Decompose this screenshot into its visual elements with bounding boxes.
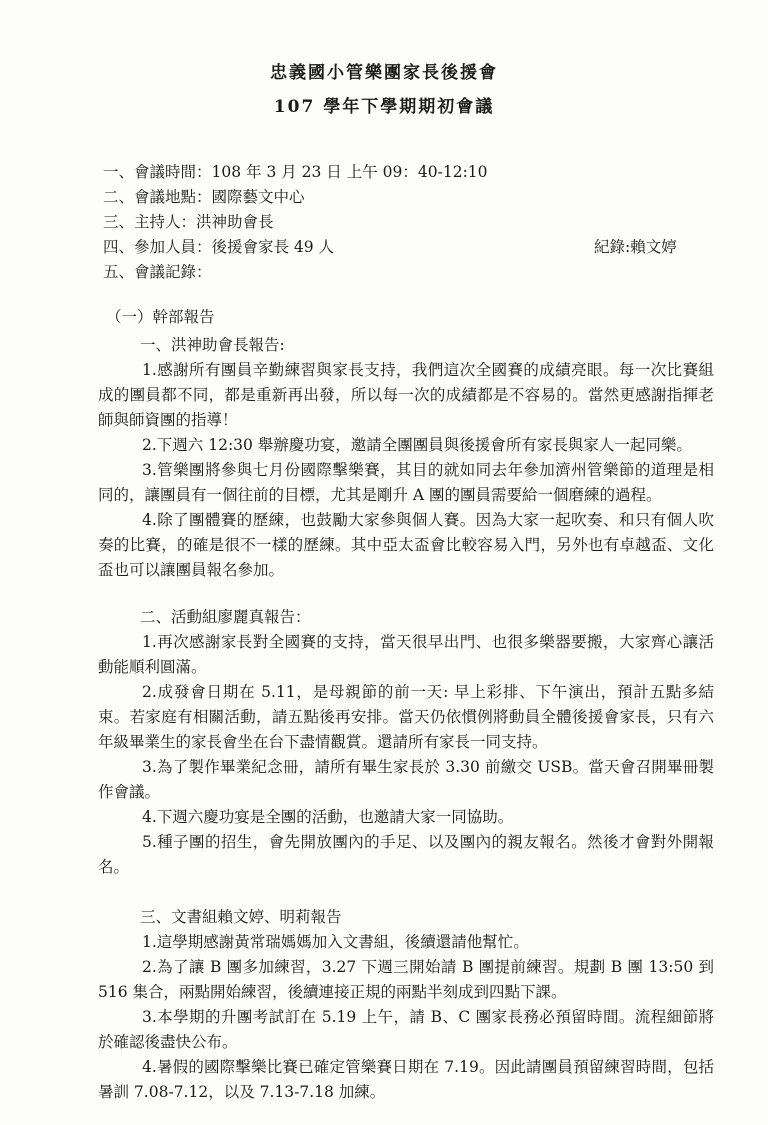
paragraph: 3.管樂團將參與七月份國際擊樂賽，其目的就如同去年參加濟州管樂節的道理是相同的，讓團員有一個往前的目標，尤其是剛升 A 團的團員需要給一個磨練的過程。: [98, 461, 714, 504]
section-heading: （一）幹部報告: [106, 308, 215, 326]
subsection-heading: 三、文書組賴文婷、明莉報告: [140, 908, 342, 926]
meta-location: 二、會議地點：國際藝文中心: [103, 188, 305, 206]
meta-host: 三、主持人：洪神助會長: [103, 213, 274, 231]
document-title: 忠義國小管樂團家長後援會: [270, 63, 498, 83]
recorder-note: 紀錄:賴文婷: [594, 238, 677, 256]
paragraph: 4.除了團體賽的歷練，也鼓勵大家參與個人賽。因為大家一起吹奏、和只有個人吹奏的比賽，的確是很不一樣的歷練。其中亞太盃會比較容易入門，另外也有卓越盃、文化盃也可以讓團員報名參加。: [98, 511, 714, 579]
paragraph: 1.這學期感謝黃常瑞媽媽加入文書組，後續還請他幫忙。: [142, 933, 529, 951]
meta-minutes: 五、會議記錄：: [103, 263, 212, 281]
paragraph: 2.成發會日期在 5.11，是母親節的前一天: 早上彩排、下午演出，預計五點多結束。若家庭有相關活動，請五點後再安排。當天仍依慣例將動員全體後援會家長，只有六年級畢業生的家長會坐在台下盡情觀賞。還請所有家長一同支持。: [98, 683, 714, 751]
paragraph: 4.下週六慶功宴是全團的活動，也邀請大家一同協助。: [142, 808, 514, 826]
paragraph: 5.種子團的招生，會先開放團內的手足、以及團內的親友報名。然後才會對外開報名。: [98, 833, 714, 876]
paragraph: 3.本學期的升團考試訂在 5.19 上午，請 B、C 團家長務必預留時間。流程細節將於確認後盡快公布。: [98, 1008, 714, 1051]
document-subtitle: 107 學年下學期期初會議: [273, 97, 495, 117]
paragraph: 1.再次感謝家長對全國賽的支持，當天很早出門、也很多樂器要搬，大家齊心讓活動能順利圓滿。: [98, 633, 714, 676]
paragraph: 2.下週六 12:30 舉辦慶功宴，邀請全團團員與後援會所有家長與家人一起同樂。: [142, 436, 692, 454]
subsection-heading: 二、活動組廖麗真報告：: [140, 608, 311, 626]
paragraph: 4.暑假的國際擊樂比賽已確定管樂賽日期在 7.19。因此請團員預留練習時間，包括暑訓 7.08-7.12，以及 7.13-7.18 加練。: [98, 1058, 714, 1101]
paragraph: 1.感謝所有團員辛勤練習與家長支持，我們這次全國賽的成績亮眼。每一次比賽組成的團員都不同，都是重新再出發，所以每一次的成績都是不容易的。當然更感謝指揮老師與師資團的指導！: [98, 361, 714, 429]
paragraph: 2.為了讓 B 團多加練習，3.27 下週三開始請 B 團提前練習。規劃 B 團 13:50 到 516 集合，兩點開始練習，後續連接正規的兩點半刻成到四點下課。: [98, 958, 714, 1001]
meta-attendees: 四、參加人員：後援會家長 49 人: [103, 238, 335, 256]
paragraph: 3.為了製作畢業紀念冊，請所有畢生家長於 3.30 前繳交 USB。當天會召開畢冊製作會議。: [98, 758, 714, 801]
meta-time: 一、會議時間：108 年 3 月 23 日 上午 09：40-12:10: [103, 163, 488, 181]
subsection-heading: 一、洪神助會長報告:: [140, 336, 285, 354]
